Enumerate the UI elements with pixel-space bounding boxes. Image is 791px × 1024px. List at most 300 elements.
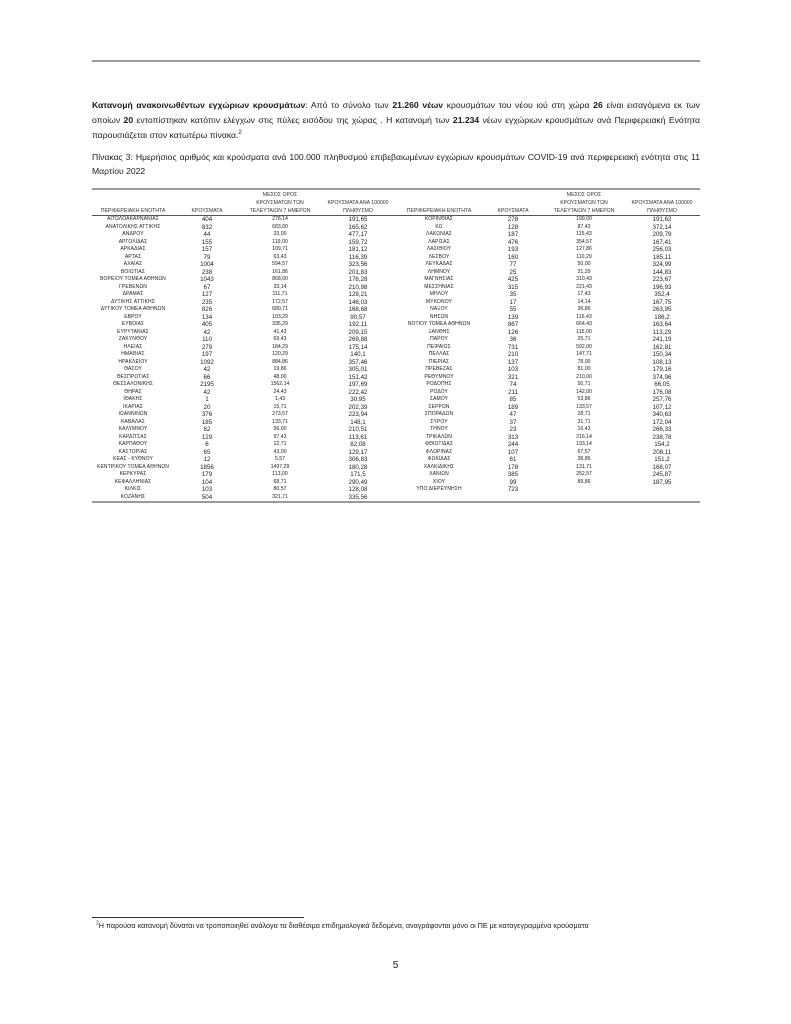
per100k-cell: 223,67 bbox=[652, 276, 672, 283]
region-cell: ΕΒΡΟΥ bbox=[124, 313, 142, 320]
region-cell: ΛΑΚΩΝΙΑΣ bbox=[426, 231, 452, 237]
avg7-cell: 56,00 bbox=[273, 426, 287, 432]
region-cell: ΕΥΡΥΤΑΝΙΑΣ bbox=[117, 328, 149, 335]
per100k-cell: 30,95 bbox=[350, 396, 366, 403]
avg7-cell: 111,71 bbox=[272, 291, 288, 297]
table-row bbox=[92, 366, 700, 374]
table-row bbox=[92, 494, 700, 502]
cases-cell: 137 bbox=[507, 358, 519, 366]
per100k-cell: 154,2 bbox=[654, 441, 670, 448]
avg7-cell bbox=[544, 486, 624, 494]
region-cell: ΧΑΝΙΩΝ bbox=[429, 471, 449, 477]
footnote-marker: 2 bbox=[96, 920, 99, 927]
per100k-cell: 335,56 bbox=[348, 493, 368, 501]
avg7-cell: 115,43 bbox=[576, 231, 592, 237]
avg7-cell: 594,57 bbox=[272, 261, 288, 267]
per100k-cell: 197,69 bbox=[348, 381, 368, 388]
cases-cell: 425 bbox=[507, 276, 519, 283]
region-cell: ΛΕΥΚΑΔΑΣ bbox=[425, 261, 453, 267]
avg7-cell: 116,43 bbox=[576, 313, 592, 320]
avg7-cell: 133,57 bbox=[576, 403, 592, 410]
domestic-cases: 21.234 bbox=[452, 115, 480, 125]
cases-cell: 37 bbox=[509, 418, 517, 426]
per100k-cell: 180,28 bbox=[348, 463, 368, 471]
per100k-cell: 150,34 bbox=[652, 351, 672, 358]
cases-cell: 244 bbox=[507, 441, 519, 448]
region-cell: ΚΕΑΣ - ΚΥΘΝΟΥ bbox=[113, 456, 153, 462]
table-row bbox=[92, 464, 700, 472]
avg7-cell: 50,00 bbox=[577, 261, 591, 267]
region-cell: ΑΡΤΑΣ bbox=[124, 253, 142, 260]
cases-cell: 17 bbox=[509, 298, 517, 306]
cases-cell: 189 bbox=[507, 403, 519, 411]
region-cell: ΛΕΣΒΟΥ bbox=[428, 253, 450, 260]
per100k-cell: 172,04 bbox=[652, 418, 672, 426]
table-row bbox=[92, 254, 700, 262]
per100k-cell: 209,15 bbox=[348, 328, 368, 336]
region-cell: ΛΑΡΙΣΑΣ bbox=[428, 238, 450, 245]
region-cell: ΣΑΜΟΥ bbox=[429, 396, 449, 402]
avg7-cell: 25,71 bbox=[577, 336, 591, 342]
avg7-cell: 87,43 bbox=[577, 223, 591, 230]
table-row bbox=[92, 239, 700, 247]
cases-cell: 193 bbox=[507, 246, 519, 253]
region-cell: ΧΑΛΚΙΔΙΚΗΣ bbox=[423, 463, 455, 470]
region-cell: ΗΡΑΚΛΕΙΟΥ bbox=[118, 358, 148, 365]
region-cell: ΞΑΝΘΗΣ bbox=[428, 328, 450, 335]
region-cell: ΒΟΡΕΙΟΥ ΤΟΜΕΑ ΑΘΗΝΩΝ bbox=[100, 276, 166, 282]
cases-cell: 12 bbox=[203, 456, 211, 463]
avg7-cell: 1562,14 bbox=[270, 381, 290, 387]
intro-text: εντοπίστηκαν κατόπιν ελέγχων στις πύλες εισόδου της χώρας . Η κατανομή των bbox=[133, 115, 453, 125]
cases-cell: 2195 bbox=[200, 381, 214, 388]
avg7-cell: 110,29 bbox=[576, 253, 592, 260]
cases-cell: 197 bbox=[201, 351, 213, 358]
table-row bbox=[92, 224, 700, 232]
avg7-cell: 67,57 bbox=[577, 448, 591, 455]
avg7-cell bbox=[544, 494, 624, 502]
col-header-region: ΠΕΡΙΦΕΡΕΙΑΚΗ ΕΝΟΤΗΤΑ bbox=[92, 190, 174, 216]
per100k-cell: 222,42 bbox=[348, 388, 368, 396]
per100k-cell bbox=[624, 494, 700, 502]
cases-cell: 23 bbox=[509, 426, 517, 433]
table-row bbox=[92, 411, 700, 419]
avg7-cell: 19,86 bbox=[273, 366, 287, 372]
per100k-cell: 210,51 bbox=[348, 426, 368, 433]
cases-cell: 85 bbox=[509, 396, 517, 403]
avg7-cell: 321,71 bbox=[272, 493, 288, 500]
cases-cell: 731 bbox=[507, 343, 519, 351]
per100k-cell: 171,5 bbox=[350, 471, 366, 478]
region-cell: ΚΟΖΑΝΗΣ bbox=[120, 493, 146, 500]
avg7-cell: 278,14 bbox=[272, 216, 288, 222]
cases-cell: 1004 bbox=[200, 261, 214, 268]
per100k-cell: 116,39 bbox=[348, 253, 368, 261]
avg7-cell: 119,00 bbox=[272, 238, 288, 245]
table-row bbox=[92, 381, 700, 389]
per100k-cell: 241,19 bbox=[652, 336, 672, 343]
table-row bbox=[92, 306, 700, 314]
region-cell: ΜΥΚΟΝΟΥ bbox=[426, 298, 452, 305]
intro-paragraph bbox=[92, 98, 700, 143]
per100k-cell: 186,2 bbox=[654, 313, 670, 321]
per100k-cell: 113,61 bbox=[348, 433, 368, 441]
cases-cell: 103 bbox=[201, 486, 213, 493]
footnote bbox=[96, 921, 706, 931]
avg7-cell: 664,43 bbox=[576, 321, 592, 327]
avg7-cell: 38,86 bbox=[577, 456, 591, 462]
regional-cases-table bbox=[92, 188, 700, 503]
cases-cell: 832 bbox=[201, 223, 213, 231]
cases-cell: 42 bbox=[203, 388, 211, 396]
region-cell: ΠΙΕΡΙΑΣ bbox=[428, 358, 450, 365]
imported-cases: 26 bbox=[593, 100, 603, 110]
per100k-cell: 208,11 bbox=[652, 448, 672, 456]
cases-cell: 42 bbox=[203, 328, 211, 336]
region-cell: ΤΡΙΚΑΛΩΝ bbox=[426, 433, 452, 440]
per100k-cell: 146,03 bbox=[348, 298, 368, 306]
col-header-per100k: ΚΡΟΥΣΜΑΤΑ ΑΝΑ 100000 ΠΛΗΘΥΣΜΟ bbox=[624, 190, 700, 216]
region-cell: ΕΥΒΟΙΑΣ bbox=[121, 321, 145, 327]
avg7-cell: 69,43 bbox=[273, 336, 287, 342]
avg7-cell: 53,86 bbox=[577, 396, 591, 402]
region-cell: ΚΩ bbox=[435, 223, 443, 230]
cases-cell: 313 bbox=[507, 433, 519, 441]
per100k-cell: 107,12 bbox=[652, 403, 672, 411]
table-bottom-rule bbox=[92, 501, 700, 503]
cases-cell: 107 bbox=[507, 448, 519, 456]
table-row bbox=[92, 419, 700, 427]
per100k-cell: 167,75 bbox=[652, 298, 672, 306]
region-cell: ΠΡΕΒΕΖΑΣ bbox=[425, 366, 453, 372]
per100k-cell: 66,05 bbox=[654, 381, 670, 388]
region-cell: ΠΕΙΡΑΙΩΣ bbox=[427, 343, 451, 350]
table-row bbox=[92, 276, 700, 284]
region-cell: ΚΕΦΑΛΛΗΝΙΑΣ bbox=[114, 478, 152, 485]
region-cell: ΚΑΛΥΜΝΟΥ bbox=[118, 426, 148, 432]
table-row bbox=[92, 321, 700, 329]
cases-cell: 504 bbox=[201, 493, 213, 501]
region-cell: ΑΝΔΡΟΥ bbox=[122, 231, 144, 237]
per100k-cell: 129,17 bbox=[348, 448, 368, 456]
table-row bbox=[92, 426, 700, 434]
avg7-cell: 273,57 bbox=[272, 411, 288, 417]
cases-cell: 35 bbox=[509, 291, 517, 298]
avg7-cell: 80,57 bbox=[273, 486, 287, 492]
table-row bbox=[92, 449, 700, 457]
cases-cell: 385 bbox=[507, 471, 519, 478]
cases-cell: 723 bbox=[507, 486, 519, 493]
header-rule bbox=[92, 60, 700, 62]
per100k-cell: 210,98 bbox=[348, 283, 368, 291]
table-row bbox=[92, 471, 700, 479]
region-cell: ΚΕΝΤΡΙΚΟΥ ΤΟΜΕΑ ΑΘΗΝΩΝ bbox=[97, 463, 169, 470]
region-cell: ΖΑΚΥΝΘΟΥ bbox=[118, 336, 148, 342]
footnote-ref: 2 bbox=[238, 130, 242, 137]
per100k-cell: 256,03 bbox=[652, 246, 672, 253]
region-cell: ΝΗΣΩΝ bbox=[429, 313, 449, 320]
avg7-cell: 103,29 bbox=[272, 313, 288, 320]
per100k-cell: 202,39 bbox=[348, 403, 368, 411]
cases-cell: 155 bbox=[201, 238, 213, 246]
avg7-cell: 216,14 bbox=[576, 433, 592, 440]
cases-cell: 20 bbox=[203, 403, 211, 411]
per100k-cell: 187,95 bbox=[652, 478, 672, 486]
region-cell: ΦΛΩΡΙΝΑΣ bbox=[425, 448, 453, 455]
cases-cell: 187 bbox=[507, 231, 519, 238]
avg7-cell: 335,29 bbox=[272, 321, 288, 327]
cases-cell bbox=[482, 494, 544, 502]
per100k-cell: 374,96 bbox=[652, 373, 672, 381]
cases-cell: 25 bbox=[509, 268, 517, 276]
cases-cell: 74 bbox=[509, 381, 517, 388]
cases-cell: 126 bbox=[507, 328, 519, 336]
region-cell: ΣΥΡΟΥ bbox=[430, 418, 448, 425]
cases-cell: 235 bbox=[201, 298, 213, 306]
table-row bbox=[92, 344, 700, 352]
avg7-cell: 884,86 bbox=[272, 358, 288, 365]
avg7-cell: 127,86 bbox=[576, 246, 592, 252]
avg7-cell: 115,00 bbox=[576, 328, 592, 335]
region-cell: ΤΗΝΟΥ bbox=[430, 426, 448, 432]
region-cell: ΗΜΑΘΙΑΣ bbox=[121, 351, 145, 357]
table-header-row bbox=[92, 190, 700, 216]
footnote-rule bbox=[92, 917, 304, 918]
avg7-cell: 683,00 bbox=[272, 223, 288, 230]
cases-cell: 66 bbox=[203, 373, 211, 381]
cases-cell: 55 bbox=[509, 306, 517, 313]
intro-text: είναι εισαγόμενα εκ των οποίων bbox=[92, 100, 700, 125]
region-cell: ΚΟΡΙΝΘΙΑΣ bbox=[424, 216, 453, 222]
avg7-cell: 28,71 bbox=[577, 411, 591, 417]
region-cell: ΙΚΑΡΙΑΣ bbox=[123, 403, 143, 410]
region-cell: ΑΡΓΟΛΙΔΑΣ bbox=[118, 238, 148, 245]
table-row bbox=[92, 246, 700, 254]
region-cell: ΘΕΣΣΑΛΟΝΙΚΗΣ bbox=[112, 381, 154, 387]
cases-cell: 476 bbox=[507, 238, 519, 246]
region-cell: ΜΑΓΝΗΣΙΑΣ bbox=[424, 276, 454, 282]
cases-cell: 1856 bbox=[200, 463, 214, 471]
region-cell: ΚΑΣΤΟΡΙΑΣ bbox=[118, 448, 148, 455]
region-cell: ΦΘΙΩΤΙΔΑΣ bbox=[424, 441, 454, 447]
region-cell: ΚΑΡΠΑΘΟΥ bbox=[118, 441, 148, 447]
avg7-cell: 184,29 bbox=[272, 343, 288, 350]
cases-cell: 315 bbox=[507, 283, 519, 291]
region-cell: ΥΠΟ ΔΙΕΡΕΥΝΗΣΗ bbox=[416, 486, 462, 492]
region-cell: ΚΕΡΚΥΡΑΣ bbox=[119, 471, 147, 477]
per100k-cell: 175,14 bbox=[348, 343, 368, 351]
region-cell: ΜΗΛΟΥ bbox=[429, 291, 449, 297]
avg7-cell: 592,00 bbox=[576, 343, 592, 350]
avg7-cell: 133,71 bbox=[272, 418, 288, 425]
per100k-cell: 357,46 bbox=[348, 358, 368, 366]
per100k-cell: 162,81 bbox=[652, 343, 672, 351]
intro-text: : Από το σύνολο των bbox=[305, 100, 393, 110]
per100k-cell: 151,2 bbox=[654, 456, 670, 463]
table-row bbox=[92, 434, 700, 442]
border-cases: 20 bbox=[123, 115, 134, 125]
table-row bbox=[92, 441, 700, 449]
cases-cell: 47 bbox=[509, 411, 517, 418]
cases-cell: 279 bbox=[201, 343, 213, 351]
table-row bbox=[92, 261, 700, 269]
cases-cell: 211 bbox=[508, 388, 518, 396]
region-cell: ΧΙΟΥ bbox=[432, 478, 446, 485]
table-row bbox=[92, 291, 700, 299]
per100k-cell bbox=[624, 486, 700, 494]
per100k-cell: 144,83 bbox=[652, 268, 672, 276]
region-cell: ΓΡΕΒΕΝΩΝ bbox=[119, 283, 147, 290]
cases-cell: 103 bbox=[507, 366, 519, 373]
per100k-cell: 352,4 bbox=[654, 291, 670, 298]
cases-cell: 157 bbox=[201, 246, 213, 253]
per100k-cell: 324,99 bbox=[652, 261, 672, 268]
per100k-cell: 113,29 bbox=[652, 328, 672, 336]
per100k-cell: 191,62 bbox=[652, 216, 672, 223]
region-cell: ΔΥΤΙΚΗΣ ΑΤΤΙΚΗΣ bbox=[111, 298, 155, 305]
avg7-cell: 210,00 bbox=[576, 373, 592, 380]
region-cell: ΣΠΟΡΑΔΩΝ bbox=[424, 411, 454, 417]
avg7-cell: 78,00 bbox=[577, 358, 591, 365]
table-row bbox=[92, 389, 700, 397]
cases-cell: 44 bbox=[203, 231, 211, 238]
table-row bbox=[92, 284, 700, 292]
region-cell bbox=[396, 494, 482, 502]
table-caption: Πίνακας 3: Ημερήσιος αριθμός και κρούσματα ανά 100.000 πληθυσμού επιβεβαιωμένων εγχώριων κρουσμάτων COVID-19 ανά περιφερειακή ενότητα στις 11 Μαρτίου 2022 bbox=[92, 152, 700, 176]
region-cell: ΔΥΤΙΚΟΥ ΤΟΜΕΑ ΑΘΗΝΩΝ bbox=[100, 306, 166, 312]
region-cell: ΑΝΑΤΟΛΙΚΗΣ ΑΤΤΙΚΗΣ bbox=[105, 223, 161, 230]
per100k-cell: 168,68 bbox=[348, 306, 368, 313]
per100k-cell: 196,93 bbox=[652, 283, 672, 291]
region-cell: ΚΑΒΑΛΑΣ bbox=[121, 418, 145, 425]
avg7-cell: 21,29 bbox=[577, 268, 591, 275]
region-cell: ΦΩΚΙΔΑΣ bbox=[427, 456, 451, 462]
region-cell: ΛΗΜΝΟΥ bbox=[427, 268, 451, 275]
footnote-text: Η παρούσα κατανομή δύναται να τροποποιηθεί ανάλογα τα διαθέσιμα επιδημιολογικά δεδομένα, αναγράφονται μόνο οι ΠΕ με καταγεγραμμένα κρούσματα bbox=[98, 921, 589, 930]
cases-cell: 179 bbox=[201, 471, 213, 478]
avg7-cell: 89,86 bbox=[577, 478, 591, 485]
per100k-cell: 151,42 bbox=[348, 373, 368, 381]
col-header-cases: ΚΡΟΥΣΜΑΤΑ bbox=[174, 190, 240, 216]
region-cell: ΙΘΑΚΗΣ bbox=[123, 396, 143, 402]
cases-cell: 405 bbox=[201, 321, 213, 328]
avg7-cell: 310,43 bbox=[576, 276, 592, 282]
col-header-avg7: ΜΕΣΟΣ ΟΡΟΣ ΚΡΟΥΣΜΑΤΩΝ ΤΩΝ ΤΕΛΕΥΤΑΙΩΝ 7 ΗΜΕΡΩΝ bbox=[544, 190, 624, 216]
avg7-cell: 172,57 bbox=[272, 298, 288, 305]
per100k-cell: 90,57 bbox=[350, 313, 366, 321]
cases-cell: 1 bbox=[205, 396, 209, 403]
cases-cell: 79 bbox=[203, 253, 211, 261]
avg7-cell: 97,43 bbox=[273, 433, 287, 440]
avg7-cell: 5,57 bbox=[274, 456, 286, 462]
per100k-cell: 159,72 bbox=[348, 238, 368, 246]
cases-cell: 376 bbox=[201, 411, 213, 418]
avg7-cell: 63,43 bbox=[273, 253, 287, 260]
col-header-cases: ΚΡΟΥΣΜΑΤΑ bbox=[482, 190, 544, 216]
per100k-cell: 140,1 bbox=[350, 351, 366, 358]
cases-cell: 128 bbox=[507, 223, 519, 231]
per100k-cell: 238,78 bbox=[652, 433, 672, 441]
per100k-cell: 263,95 bbox=[652, 306, 672, 313]
table-row bbox=[92, 299, 700, 307]
region-cell: ΗΛΕΙΑΣ bbox=[123, 343, 143, 350]
avg7-cell: 680,71 bbox=[272, 306, 288, 312]
region-cell: ΜΕΣΣΗΝΙΑΣ bbox=[424, 283, 454, 290]
per100k-cell: 167,41 bbox=[652, 238, 672, 246]
cases-cell: 185 bbox=[201, 418, 213, 426]
per100k-cell: 181,12 bbox=[348, 246, 368, 253]
per100k-cell: 163,64 bbox=[652, 321, 672, 328]
cases-cell: 404 bbox=[201, 216, 213, 223]
table-row bbox=[92, 396, 700, 404]
cases-cell: 36 bbox=[509, 336, 517, 343]
avg7-cell: 109,71 bbox=[272, 246, 288, 252]
per100k-cell: 176,28 bbox=[348, 276, 368, 283]
cases-cell: 238 bbox=[201, 268, 213, 276]
avg7-cell: 131,71 bbox=[576, 463, 592, 470]
table-row bbox=[92, 329, 700, 337]
per100k-cell: 257,76 bbox=[652, 396, 672, 403]
per100k-cell: 266,33 bbox=[652, 426, 672, 433]
avg7-cell: 81,00 bbox=[577, 366, 591, 372]
per100k-cell: 192,11 bbox=[348, 321, 368, 328]
cases-cell: 110 bbox=[202, 336, 212, 343]
per100k-cell: 185,11 bbox=[652, 253, 672, 261]
avg7-cell: 24,43 bbox=[273, 388, 287, 395]
avg7-cell: 31,71 bbox=[577, 418, 591, 425]
avg7-cell: 33,14 bbox=[273, 283, 287, 290]
table-row bbox=[92, 269, 700, 277]
cases-cell: 178 bbox=[507, 463, 519, 471]
avg7-cell: 113,00 bbox=[272, 471, 288, 477]
cases-cell: 210 bbox=[507, 351, 519, 358]
table-row bbox=[92, 456, 700, 464]
avg7-cell: 68,71 bbox=[273, 478, 287, 485]
total-new-cases: 21.260 νέων bbox=[392, 100, 444, 110]
avg7-cell: 41,43 bbox=[273, 328, 287, 335]
region-cell: ΡΕΘΥΜΝΟΥ bbox=[424, 373, 454, 380]
table-row bbox=[92, 216, 700, 224]
table-row bbox=[92, 479, 700, 487]
cases-cell: 129 bbox=[201, 433, 213, 441]
table-row bbox=[92, 486, 700, 494]
cases-cell: 42 bbox=[203, 366, 211, 373]
region-cell: ΣΕΡΡΩΝ bbox=[428, 403, 450, 410]
region-cell: ΚΑΡΔΙΤΣΑΣ bbox=[119, 433, 147, 440]
table-row bbox=[92, 404, 700, 412]
region-cell: ΠΑΡΟΥ bbox=[430, 336, 448, 342]
per100k-cell: 290,49 bbox=[348, 478, 368, 486]
region-cell: ΙΩΑΝΝΙΝΩΝ bbox=[118, 411, 148, 417]
per100k-cell: 209,79 bbox=[652, 231, 672, 238]
intro-text: κρουσμάτων του νέου ιού στη χώρα bbox=[443, 100, 594, 110]
per100k-cell: 305,01 bbox=[348, 366, 368, 373]
region-cell: ΘΗΡΑΣ bbox=[124, 388, 142, 395]
per100k-cell: 306,83 bbox=[348, 456, 368, 463]
col-header-per100k: ΚΡΟΥΣΜΑΤΑ ΑΝΑ 100000 ΠΛΗΘΥΣΜΟ bbox=[320, 190, 396, 216]
per100k-cell: 128,08 bbox=[348, 486, 368, 493]
avg7-cell: 16,43 bbox=[577, 426, 591, 432]
cases-cell: 134 bbox=[201, 313, 213, 321]
avg7-cell: 48,00 bbox=[273, 373, 287, 380]
avg7-cell: 252,57 bbox=[576, 471, 592, 477]
avg7-cell: 17,43 bbox=[577, 291, 591, 297]
region-cell: ΑΡΚΑΔΙΑΣ bbox=[120, 246, 146, 252]
per100k-cell: 201,83 bbox=[348, 268, 368, 276]
avg7-cell: 1,43 bbox=[274, 396, 286, 402]
per100k-cell: 372,14 bbox=[652, 223, 672, 231]
avg7-cell: 147,71 bbox=[576, 351, 592, 357]
